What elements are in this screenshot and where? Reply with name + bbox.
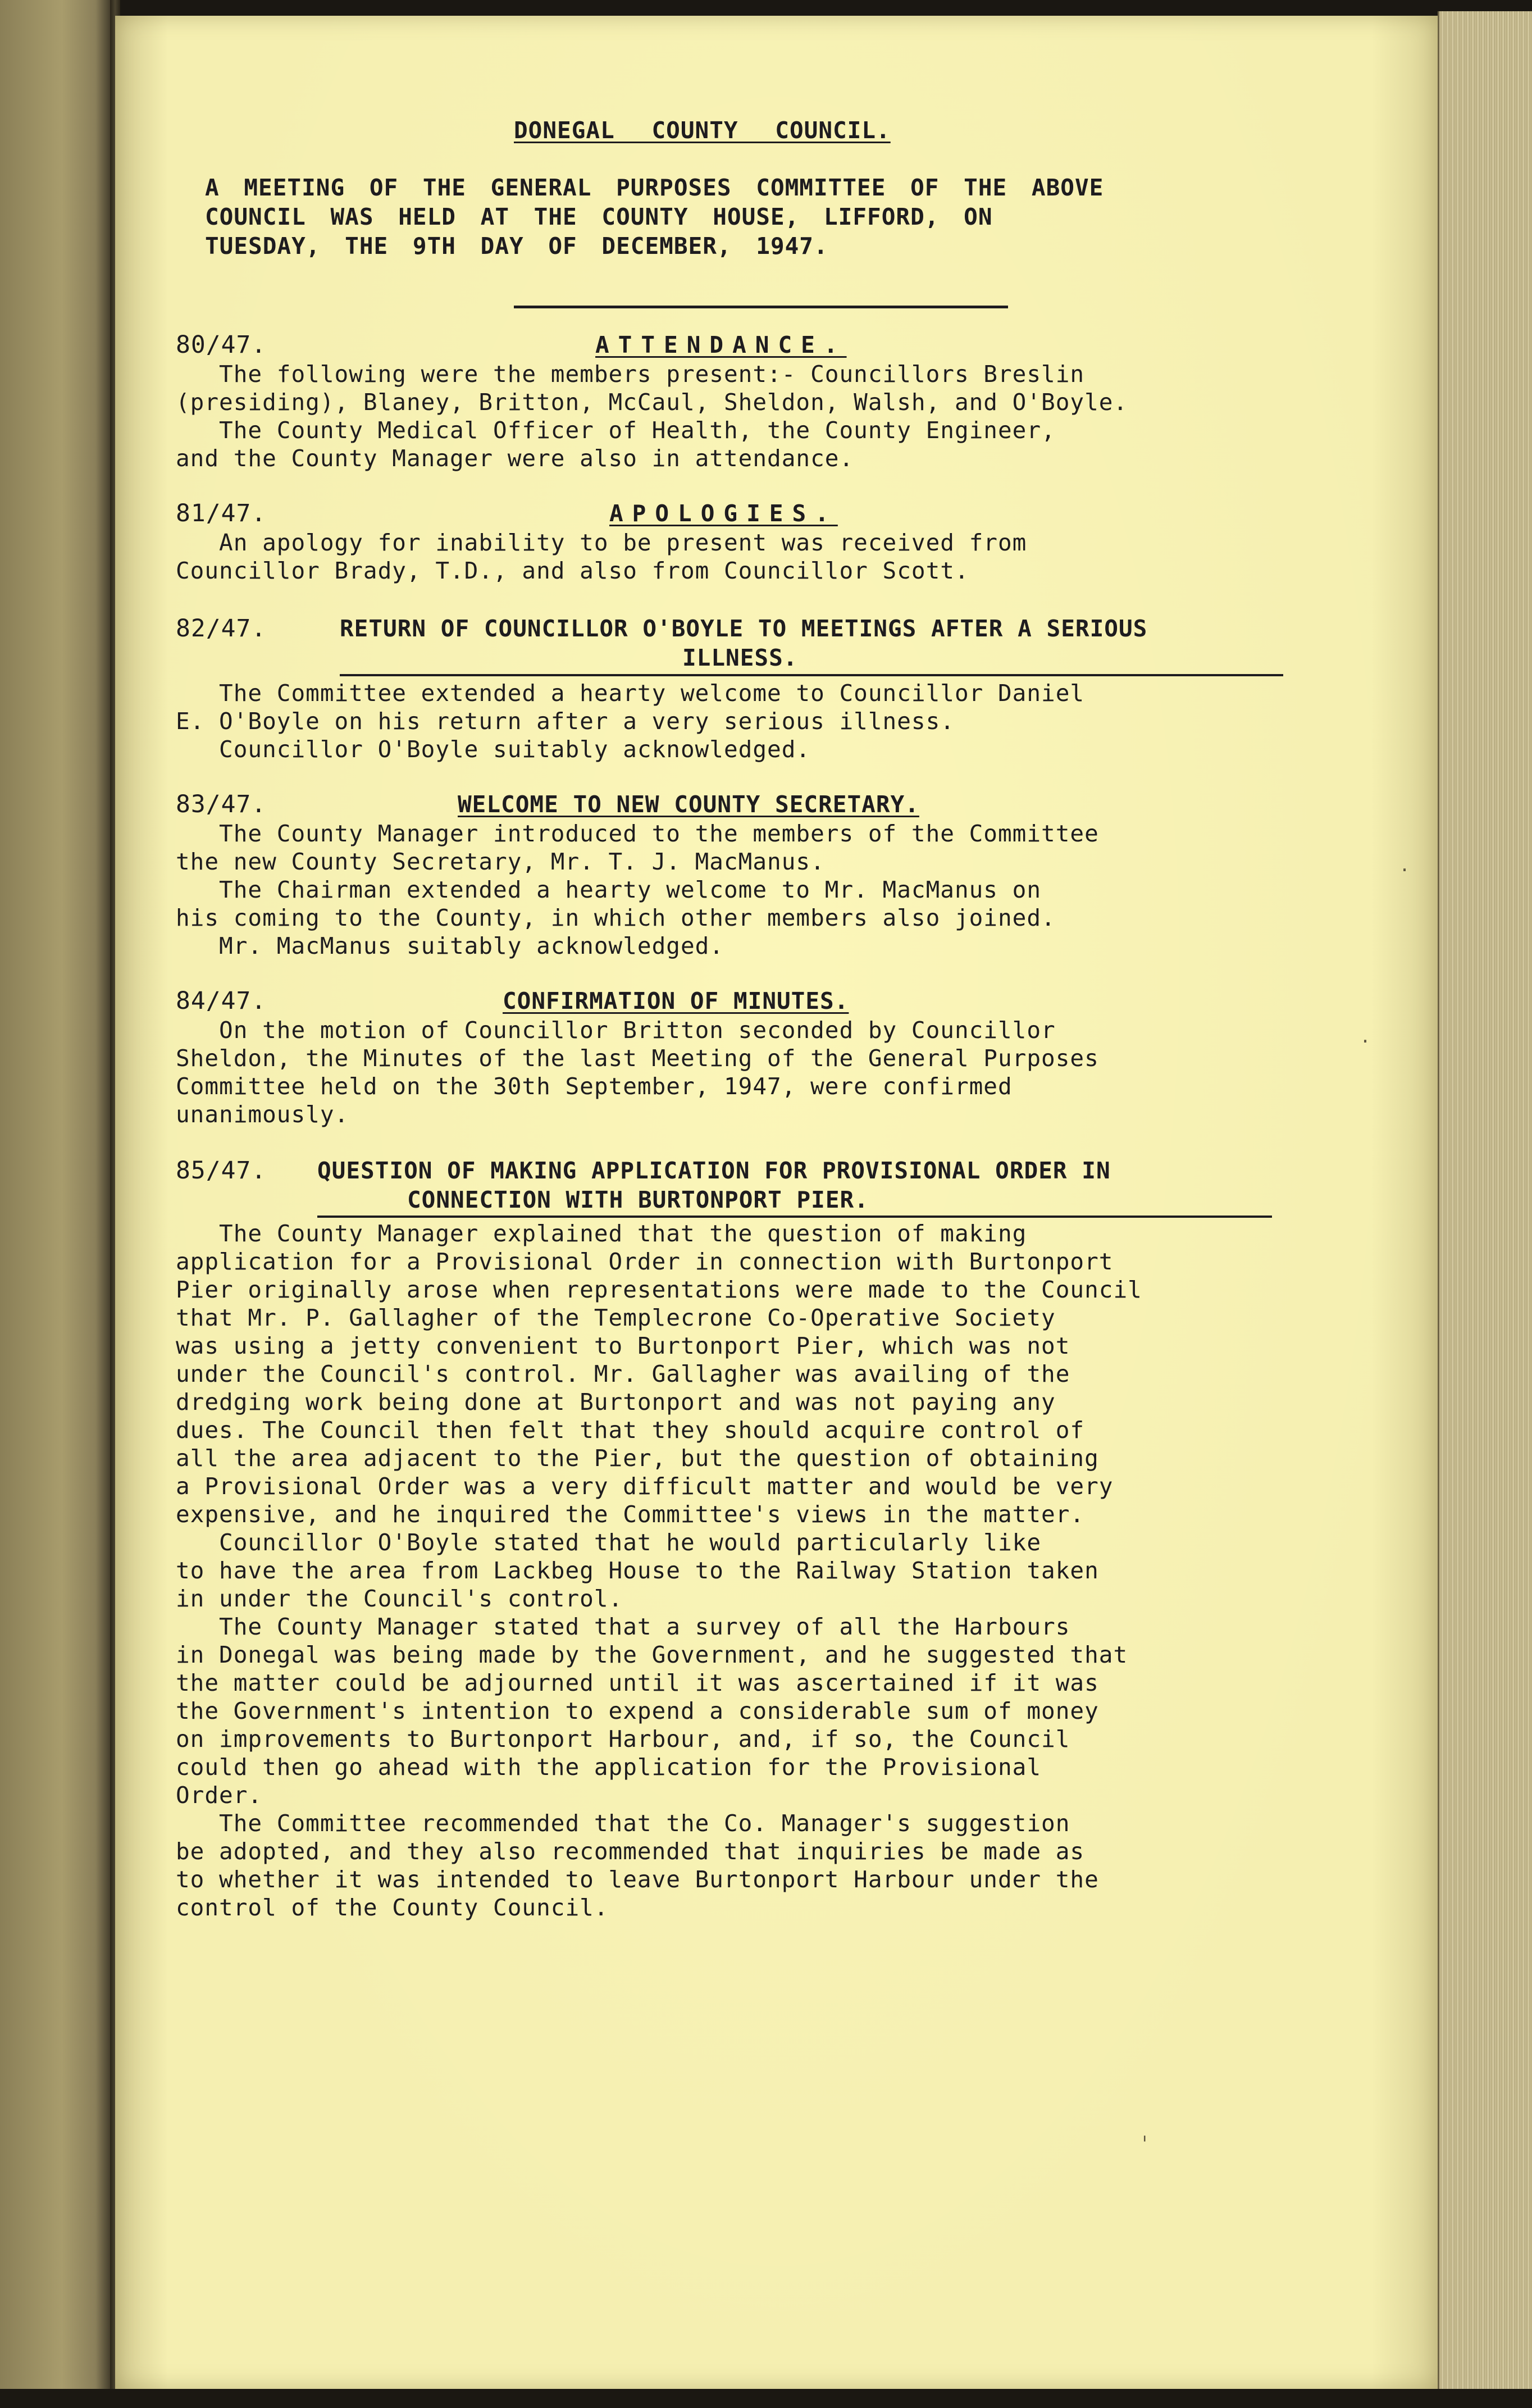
item-line: unanimously. bbox=[176, 1101, 349, 1128]
item-heading-line-2: CONNECTION WITH BURTONPORT PIER. bbox=[407, 1186, 869, 1213]
item-heading: ATTENDANCE. bbox=[595, 331, 847, 358]
item-line: control of the County Council. bbox=[176, 1894, 609, 1921]
document-page bbox=[115, 16, 1438, 2389]
item-number: 80/47. bbox=[176, 331, 267, 359]
heading-underline bbox=[317, 1216, 1272, 1218]
item-line: the new County Secretary, Mr. T. J. MacManus. bbox=[176, 848, 825, 875]
item-line: The following were the members present:- Councillors Breslin bbox=[176, 361, 1085, 388]
item-line: Order. bbox=[176, 1782, 263, 1809]
item-line: The County Manager stated that a survey of all the Harbours bbox=[176, 1613, 1070, 1640]
item-line: all the area adjacent to the Pier, but the question of obtaining bbox=[176, 1445, 1099, 1472]
item-line: Councillor O'Boyle stated that he would particularly like bbox=[176, 1529, 1042, 1556]
item-heading-line-1: RETURN OF COUNCILLOR O'BOYLE TO MEETINGS AFTER A SERIOUS bbox=[340, 615, 1148, 642]
intro-line-1: A MEETING OF THE GENERAL PURPOSES COMMITTEE OF THE ABOVE bbox=[205, 174, 1104, 201]
item-line: the matter could be adjourned until it was ascertained if it was bbox=[176, 1669, 1099, 1696]
item-heading: CONFIRMATION OF MINUTES. bbox=[503, 987, 849, 1014]
item-line: Sheldon, the Minutes of the last Meeting of the General Purposes bbox=[176, 1045, 1099, 1072]
item-line: Mr. MacManus suitably acknowledged. bbox=[176, 932, 724, 959]
facing-page-edge bbox=[0, 0, 112, 2408]
item-heading: APOLOGIES. bbox=[609, 500, 838, 527]
item-line: application for a Provisional Order in connection with Burtonport bbox=[176, 1248, 1114, 1275]
scan-speck: · bbox=[1362, 1029, 1370, 1054]
item-line: Councillor O'Boyle suitably acknowledged. bbox=[176, 736, 811, 763]
item-line: be adopted, and they also recommended that inquiries be made as bbox=[176, 1838, 1085, 1865]
item-line: dues. The Council then felt that they should acquire control of bbox=[176, 1417, 1085, 1444]
item-heading-line-2: ILLNESS. bbox=[682, 644, 798, 671]
intro-line-3: TUESDAY, THE 9TH DAY OF DECEMBER, 1947. bbox=[205, 233, 828, 260]
item-line: and the County Manager were also in attendance. bbox=[176, 445, 854, 472]
item-line: dredging work being done at Burtonport and was not paying any bbox=[176, 1389, 1056, 1415]
item-heading: WELCOME TO NEW COUNTY SECRETARY. bbox=[458, 791, 919, 818]
item-line: was using a jetty convenient to Burtonport Pier, which was not bbox=[176, 1332, 1070, 1359]
item-line: Pier originally arose when representations were made to the Council bbox=[176, 1276, 1142, 1303]
item-heading-line-1: QUESTION OF MAKING APPLICATION FOR PROVISIONAL ORDER IN bbox=[317, 1157, 1111, 1184]
item-line: The County Medical Officer of Health, the County Engineer, bbox=[176, 417, 1056, 444]
scan-speck: · bbox=[1401, 858, 1409, 882]
item-line: The Committee extended a hearty welcome to Councillor Daniel bbox=[176, 680, 1085, 707]
item-number: 84/47. bbox=[176, 987, 267, 1015]
item-line: a Provisional Order was a very difficult matter and would be very bbox=[176, 1473, 1114, 1500]
item-line: The County Manager introduced to the members of the Committee bbox=[176, 820, 1099, 847]
item-number: 85/47. bbox=[176, 1157, 267, 1185]
item-line: to have the area from Lackbeg House to the Railway Station taken bbox=[176, 1557, 1099, 1584]
scan-bottom-shadow bbox=[0, 2389, 1532, 2408]
document-title: DONEGAL COUNTY COUNCIL. bbox=[514, 117, 891, 144]
item-line: that Mr. P. Gallagher of the Templecrone Co-Operative Society bbox=[176, 1304, 1056, 1331]
intro-line-2: COUNCIL WAS HELD AT THE COUNTY HOUSE, LIFFORD, ON bbox=[205, 203, 993, 230]
minutes-document bbox=[115, 16, 1438, 2389]
item-line: under the Council's control. Mr. Gallagher was availing of the bbox=[176, 1360, 1070, 1387]
item-line: his coming to the County, in which other members also joined. bbox=[176, 904, 1056, 931]
item-line: E. O'Boyle on his return after a very serious illness. bbox=[176, 708, 955, 735]
item-line: The County Manager explained that the question of making bbox=[176, 1220, 1027, 1247]
item-line: the Government's intention to expend a considerable sum of money bbox=[176, 1697, 1099, 1724]
item-line: On the motion of Councillor Britton seconded by Councillor bbox=[176, 1017, 1056, 1044]
heading-underline bbox=[340, 674, 1283, 676]
item-line: expensive, and he inquired the Committee's views in the matter. bbox=[176, 1501, 1085, 1528]
item-line: could then go ahead with the application for the Provisional bbox=[176, 1754, 1042, 1781]
item-line: (presiding), Blaney, Britton, McCaul, Sheldon, Walsh, and O'Boyle. bbox=[176, 389, 1128, 416]
item-line: The Chairman extended a hearty welcome to Mr. MacManus on bbox=[176, 876, 1042, 903]
item-line: in Donegal was being made by the Government, and he suggested that bbox=[176, 1641, 1128, 1668]
item-line: Committee held on the 30th September, 1947, were confirmed bbox=[176, 1073, 1013, 1100]
item-line: in under the Council's control. bbox=[176, 1585, 623, 1612]
item-number: 83/47. bbox=[176, 790, 267, 818]
page-stack-edge bbox=[1438, 11, 1532, 2396]
item-line: to whether it was intended to leave Burtonport Harbour under the bbox=[176, 1866, 1099, 1893]
item-line: Councillor Brady, T.D., and also from Councillor Scott. bbox=[176, 557, 969, 584]
scan-speck: ˌ bbox=[1142, 2119, 1148, 2143]
item-line: on improvements to Burtonport Harbour, and, if so, the Council bbox=[176, 1726, 1070, 1752]
item-number: 82/47. bbox=[176, 614, 267, 643]
item-line: The Committee recommended that the Co. Manager's suggestion bbox=[176, 1810, 1070, 1837]
item-line: An apology for inability to be present was received from bbox=[176, 529, 1027, 556]
title-divider-rule bbox=[514, 306, 1008, 308]
item-number: 81/47. bbox=[176, 499, 267, 527]
